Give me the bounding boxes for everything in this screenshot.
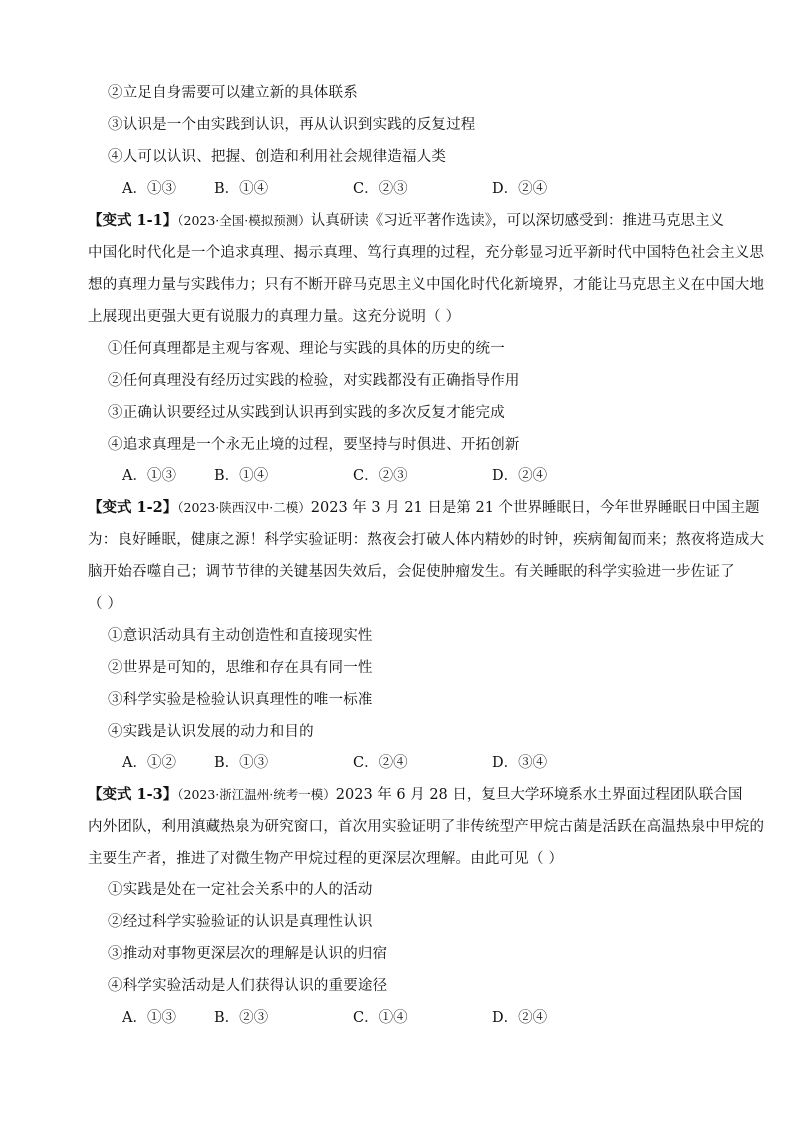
stem-line: 上展现出更强大更有说服力的真理力量。这充分说明（ ） [88,309,461,325]
question-tag: 【变式 1-2】 [88,499,178,516]
stem-line: 想的真理力量与实践伟力；只有不断开辟马克思主义中国化时代化新境界，才能让马克思主义在中国大地 [88,277,765,293]
question-tag: 【变式 1-1】 [88,212,178,229]
choice-d: D．②④ [492,181,548,197]
option-line: ②任何真理没有经历过实践的检验，对实践都没有正确指导作用 [108,373,520,389]
option-line: ①实践是处在一定社会关系中的人的活动 [108,882,373,898]
question-stem-first-line [88,498,760,518]
choice-b: B．①③ [214,755,269,771]
choice-d: D．②④ [492,1010,548,1026]
question-source: （2023·浙江温州·统考一模） [177,787,336,802]
choice-b: B．①④ [214,181,269,197]
option-line: ④追求真理是一个永无止境的过程，要坚持与时俱进、开拓创新 [108,437,520,453]
option-line: ③正确认识要经过从实践到认识再到实践的多次反复才能完成 [108,405,505,421]
question-source: （2023·陕西汉中·二模） [177,500,311,515]
question-tag: 【变式 1-3】 [88,786,178,803]
stem-line: （ ） [88,596,123,612]
choice-c: C．②③ [353,181,408,197]
stem-line: 脑开始吞噬自己；调节节律的关键基因失效后，会促使肿瘤发生。有关睡眠的科学实验进一步佐证了 [88,564,735,580]
question-stem-first-line [88,785,743,805]
option-line: ④实践是认识发展的动力和目的 [108,724,314,740]
choice-c: C．①④ [353,1010,408,1026]
option-line: ③推动对事物更深层次的理解是认识的归宿 [108,946,388,962]
choice-b: B．②③ [214,1010,269,1026]
question-stem-first-line [88,211,728,231]
option-line: ④人可以认识、把握、创造和利用社会规律造福人类 [108,149,447,165]
option-line: ②世界是可知的，思维和存在具有同一性 [108,660,373,676]
option-line: ③科学实验是检验认识真理性的唯一标准 [108,692,373,708]
choice-b: B．①④ [214,468,269,484]
choice-a: A．①③ [122,181,176,197]
stem-text: 认真研读《习近平著作选读》，可以深切感受到：推进马克思主义 [310,213,725,229]
stem-text: 2023 年 3 月 21 日是第 21 个世界睡眠日，今年世界睡眠日中国主题 [310,500,760,516]
choice-a: A．①③ [122,1010,176,1026]
stem-text: 2023 年 6 月 28 日，复旦大学环境系水土界面过程团队联合国 [335,787,743,803]
stem-line: 为：良好睡眠，健康之源！科学实验证明：熬夜会打破人体内精妙的时钟，疾病匍匐而来；熬夜将造成大 [88,532,765,548]
option-line: ①任何真理都是主观与客观、理论与实践的具体的历史的统一 [108,341,505,357]
choice-a: A．①② [122,755,176,771]
choice-a: A．①③ [122,468,176,484]
choice-d: D．③④ [492,755,548,771]
choice-d: D．②④ [492,468,548,484]
choice-c: C．②③ [353,468,408,484]
option-line: ①意识活动具有主动创造性和直接现实性 [108,628,373,644]
choice-c: C．②④ [353,755,408,771]
option-line: ③认识是一个由实践到认识，再从认识到实践的反复过程 [108,117,476,133]
option-line: ②立足自身需要可以建立新的具体联系 [108,85,358,101]
stem-line: 内外团队，利用滇藏热泉为研究窗口，首次用实验证明了非传统型产甲烷古菌是活跃在高温热泉中甲烷的 [88,819,765,835]
question-source: （2023·全国·模拟预测） [177,213,311,228]
option-line: ②经过科学实验验证的认识是真理性认识 [108,914,373,930]
option-line: ④科学实验活动是人们获得认识的重要途径 [108,978,388,994]
stem-line: 中国化时代化是一个追求真理、揭示真理、笃行真理的过程，充分彰显习近平新时代中国特色社会主义思 [88,245,765,261]
stem-line: 主要生产者，推进了对微生物产甲烷过程的更深层次理解。由此可见（ ） [88,851,564,867]
